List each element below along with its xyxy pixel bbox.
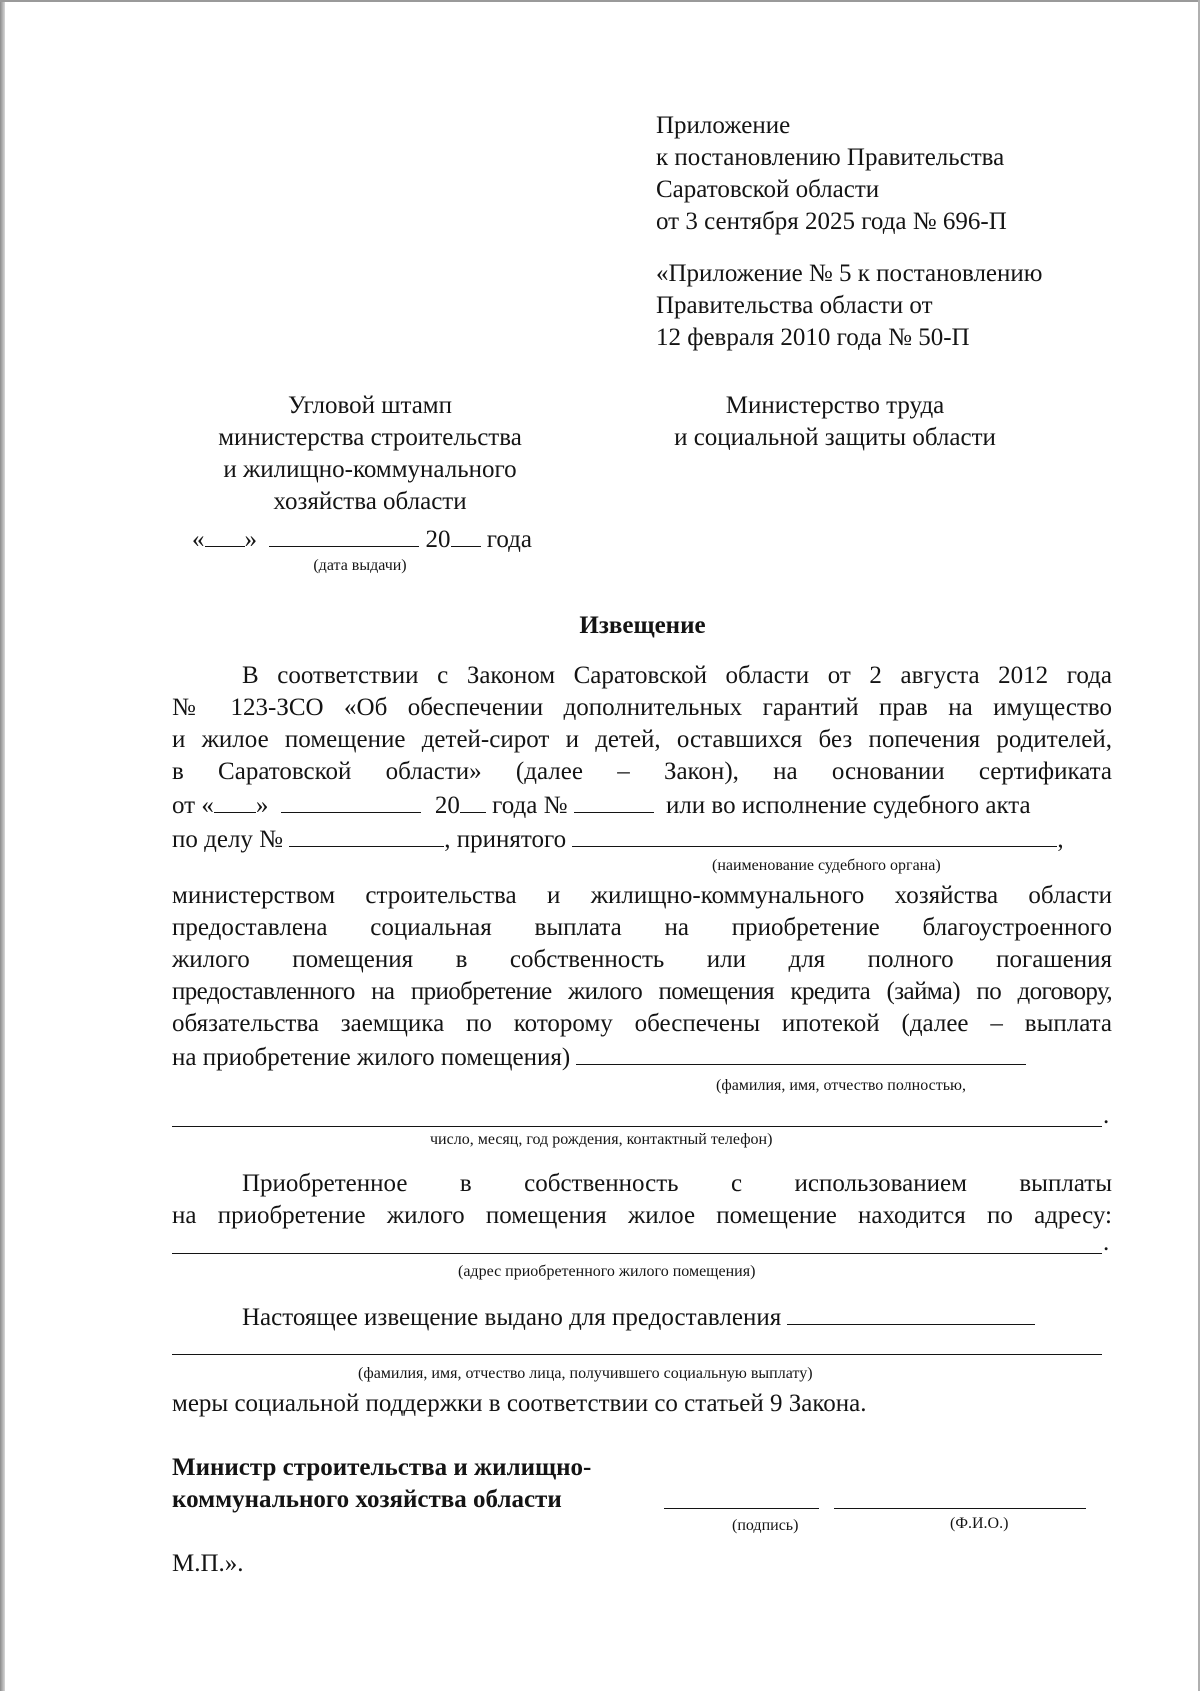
p1-line-4: в Саратовской области» (далее – Закон), на основании сертификата	[172, 758, 1112, 785]
signatory-line-1: Министр строительства и жилищно-	[172, 1454, 592, 1481]
p2-line-6	[172, 1040, 1112, 1074]
certificate-number-field	[574, 788, 654, 813]
address-field	[172, 1253, 1102, 1254]
purpose-field	[787, 1300, 1035, 1325]
p2-line-5: обязательства заемщика по которому обеспечены ипотекой (далее – выплата	[172, 1010, 1112, 1037]
stamp-line-1: Угловой штамп	[287, 392, 452, 419]
purpose-continuation-field	[172, 1354, 1102, 1355]
full-name-field	[834, 1508, 1086, 1509]
p3-line-2: на приобретение жилого помещения жилое помещение находится по адресу:	[172, 1202, 1112, 1229]
stamp-line-2: министерства строительства	[218, 424, 522, 451]
case-number-field	[289, 822, 444, 847]
recipient-details-caption: число, месяц, год рождения, контактный телефон)	[430, 1131, 773, 1148]
annex-line-1: Приложение	[656, 112, 791, 139]
issue-date-month-field	[269, 522, 419, 547]
p2-line-4: предоставленного на приобретение жилого помещения кредита (займа) по договору,	[172, 978, 1112, 1005]
court-name-caption: (наименование судебного органа)	[712, 857, 941, 874]
addressee-line-1: Министерство труда	[725, 392, 945, 419]
annex-line-4: от 3 сентября 2025 года № 696-П	[656, 208, 1007, 235]
certificate-number-label: года №	[492, 792, 568, 819]
stamp-line-4: хозяйства области	[273, 488, 467, 515]
paragraph-1	[172, 660, 1112, 856]
signatory-line-2: коммунального хозяйства области	[172, 1486, 562, 1513]
certificate-month-field	[281, 788, 421, 813]
p3-line-1: Приобретенное в собственность с использованием выплаты	[242, 1170, 1112, 1197]
recipient-name-caption: (фамилия, имя, отчество полностью,	[716, 1077, 966, 1094]
issue-date-suffix: года	[486, 526, 532, 553]
certificate-year-prefix: 20	[434, 792, 460, 819]
signatory-title	[172, 1452, 591, 1516]
issue-date-close-quote: »	[244, 526, 257, 553]
scan-edge-left	[0, 0, 5, 1691]
addressee	[640, 390, 1030, 454]
purpose-caption: (фамилия, имя, отчество лица, получившего социальную выплату)	[358, 1365, 813, 1382]
issue-date-year-field	[451, 522, 481, 547]
address-caption: (адрес приобретенного жилого помещения)	[458, 1263, 756, 1280]
court-name-comma: ,	[1057, 826, 1064, 853]
p1-line-3: и жилое помещение детей-сирот и детей, оставшихся без попечения родителей,	[172, 726, 1112, 753]
corner-stamp	[170, 390, 570, 518]
annex-line-2: к постановлению Правительства	[656, 144, 1005, 171]
issue-date-year-prefix: 20	[425, 526, 451, 553]
paragraph-3	[172, 1168, 1112, 1232]
signature-caption: (подпись)	[732, 1517, 799, 1534]
annex-ref-line-1: «Приложение № 5 к постановлению	[656, 260, 1043, 287]
p4-line-1	[242, 1300, 1035, 1334]
recipient-details-field	[172, 1126, 1102, 1127]
address-dot: .	[1103, 1229, 1110, 1256]
certificate-year-field	[460, 788, 486, 813]
annex-ref-line-2: Правительства области от	[656, 292, 933, 319]
p2-line-1: министерством строительства и жилищно-коммунального хозяйства области	[172, 882, 1112, 909]
paragraph-2	[172, 880, 1112, 1074]
p1-line-6	[172, 822, 1112, 856]
annex-reference	[656, 258, 1042, 354]
stamp-line-3: и жилищно-коммунального	[223, 456, 517, 483]
certificate-date-close-quote: »	[255, 792, 269, 819]
p2-line-2: предоставлена социальная выплата на приобретение благоустроенного	[172, 914, 1112, 941]
annex-header	[656, 110, 1007, 238]
certificate-date-prefix: от «	[172, 792, 214, 819]
annex-line-3: Саратовской области	[656, 176, 880, 203]
case-number-label: по делу №	[172, 826, 284, 853]
issue-date-open-quote: «	[192, 526, 205, 553]
full-name-caption: (Ф.И.О.)	[950, 1515, 1009, 1532]
recipient-details-dot: .	[1103, 1102, 1110, 1129]
court-name-field	[572, 822, 1057, 847]
document-title: Извещение	[579, 612, 706, 639]
addressee-line-2: и социальной защиты области	[674, 424, 996, 451]
issue-date-caption: (дата выдачи)	[313, 557, 407, 574]
seal-placeholder: М.П.».	[172, 1550, 244, 1577]
recipient-name-field	[576, 1040, 1026, 1065]
court-act-text: или во исполнение судебного акта	[665, 792, 1031, 819]
annex-ref-line-3: 12 февраля 2010 года № 50-П	[656, 324, 970, 351]
p4-line-2: меры социальной поддержки в соответствии со статьей 9 Закона.	[172, 1390, 867, 1417]
adopted-by-label: , принятого	[444, 826, 567, 853]
certificate-day-field	[214, 788, 256, 813]
issue-date-row	[192, 522, 532, 556]
scan-edge-top	[0, 0, 1200, 2]
p1-line-1: В соответствии с Законом Саратовской области от 2 августа 2012 года	[242, 662, 1112, 689]
p1-line-5	[172, 788, 1112, 822]
p4-line-1-text: Настоящее извещение выдано для предоставления	[242, 1304, 782, 1331]
p1-line-2: № 123-ЗСО «Об обеспечении дополнительных гарантий прав на имущество	[172, 694, 1112, 721]
signature-field	[664, 1508, 819, 1509]
p2-line-3: жилого помещения в собственность или для полного погашения	[172, 946, 1112, 973]
issue-date-day-field	[205, 522, 245, 547]
p2-line-6-text: на приобретение жилого помещения)	[172, 1044, 571, 1071]
